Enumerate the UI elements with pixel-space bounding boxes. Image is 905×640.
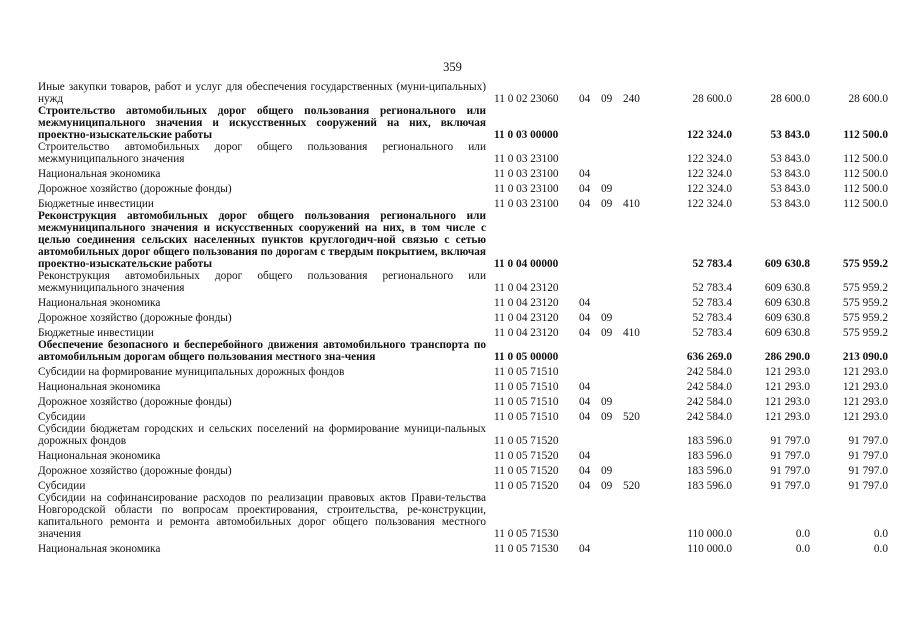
row-amount-year-3: 112 500.0 — [843, 183, 888, 195]
row-amount-year-2: 609 630.8 — [764, 327, 810, 339]
row-subsection-code — [601, 447, 623, 462]
row-name: Дорожное хозяйство (дорожные фонды) — [38, 465, 232, 477]
row-subsection-code — [601, 105, 623, 141]
row-amount-year-1: 52 783.4 — [692, 258, 732, 270]
table-row — [38, 324, 888, 339]
row-name: Субсидии — [38, 411, 86, 423]
row-expense-type — [623, 378, 649, 393]
row-section-code — [579, 210, 601, 270]
row-target-code: 11 0 05 71530 — [494, 528, 559, 540]
row-subsection-code: 09 — [601, 312, 613, 324]
row-expense-type — [623, 393, 649, 408]
table-row-section — [38, 105, 888, 141]
row-section-code — [579, 363, 601, 378]
row-amount-year-1: 110 000.0 — [687, 528, 732, 540]
row-subsection-code — [601, 423, 623, 447]
row-target-code: 11 0 05 00000 — [494, 351, 559, 363]
row-target-code: 11 0 05 71520 — [494, 480, 559, 492]
row-expense-type — [623, 540, 649, 555]
table-row — [38, 393, 888, 408]
row-expense-type: 520 — [623, 411, 640, 423]
row-amount-year-3: 28 600.0 — [848, 93, 888, 105]
row-name: Субсидии на формирование муниципальных дорожных фондов — [38, 366, 345, 378]
row-expense-type: 410 — [623, 198, 640, 210]
table-row — [38, 408, 888, 423]
table-row — [38, 447, 888, 462]
row-section-code — [579, 492, 601, 540]
row-expense-type — [623, 462, 649, 477]
row-target-code: 11 0 05 71510 — [494, 411, 559, 423]
row-amount-year-1: 183 596.0 — [686, 480, 732, 492]
row-subsection-code — [601, 378, 623, 393]
row-name: Строительство автомобильных дорог общего пользования регионального или межмуниципального значения — [38, 141, 486, 165]
row-amount-year-1: 52 783.4 — [692, 282, 732, 294]
row-amount-year-1: 242 584.0 — [686, 396, 732, 408]
row-amount-year-1: 110 000.0 — [687, 543, 732, 555]
row-amount-year-3: 112 500.0 — [843, 168, 888, 180]
row-expense-type: 520 — [623, 480, 640, 492]
row-name: Реконструкция автомобильных дорог общего пользования регионального или межмуниципального значения и искусственных сооружений на них, в том числе с целью соединения сельских населенных пунктов круглогодич-ной связью с сетью автомобильных дорог общего пользования по дорогам с твердым покрытием, включая проектно-изыскательские работы — [38, 210, 486, 270]
row-amount-year-1: 636 269.0 — [686, 351, 732, 363]
budget-table-body — [38, 81, 888, 555]
row-amount-year-1: 242 584.0 — [686, 411, 732, 423]
row-expense-type — [623, 141, 649, 165]
row-amount-year-3: 575 959.2 — [842, 282, 888, 294]
row-amount-year-2: 286 290.0 — [764, 351, 810, 363]
row-target-code: 11 0 03 23100 — [494, 183, 559, 195]
row-section-code: 04 — [579, 327, 591, 339]
row-section-code — [579, 141, 601, 165]
row-target-code: 11 0 04 23120 — [494, 297, 559, 309]
table-row — [38, 180, 888, 195]
row-amount-year-3: 575 959.2 — [842, 327, 888, 339]
row-amount-year-2: 53 843.0 — [770, 198, 810, 210]
row-subsection-code — [601, 165, 623, 180]
row-amount-year-2: 121 293.0 — [764, 366, 810, 378]
row-section-code — [579, 105, 601, 141]
row-amount-year-1: 183 596.0 — [686, 465, 732, 477]
row-section-code — [579, 339, 601, 363]
table-row — [38, 165, 888, 180]
row-expense-type — [623, 210, 649, 270]
row-amount-year-1: 28 600.0 — [692, 93, 732, 105]
table-row — [38, 270, 888, 294]
row-amount-year-1: 242 584.0 — [686, 381, 732, 393]
row-name: Национальная экономика — [38, 297, 161, 309]
row-amount-year-3: 112 500.0 — [843, 153, 888, 165]
row-amount-year-3: 0.0 — [873, 528, 888, 540]
row-amount-year-3: 121 293.0 — [842, 366, 888, 378]
row-expense-type: 410 — [623, 327, 640, 339]
row-amount-year-3: 121 293.0 — [842, 381, 888, 393]
row-name: Обеспечение безопасного и бесперебойного движения автомобильного транспорта по автомобильным дорогам общего пользования местного зна-чения — [38, 339, 486, 363]
row-amount-year-1: 122 324.0 — [686, 198, 732, 210]
row-target-code: 11 0 04 23120 — [494, 327, 559, 339]
row-amount-year-3: 91 797.0 — [848, 480, 888, 492]
table-row — [38, 540, 888, 555]
table-row — [38, 81, 888, 105]
row-section-code: 04 — [579, 198, 591, 210]
row-target-code: 11 0 05 71510 — [494, 381, 559, 393]
row-section-code: 04 — [579, 183, 591, 195]
row-section-code: 04 — [579, 312, 591, 324]
row-target-code: 11 0 05 71520 — [494, 435, 559, 447]
row-target-code: 11 0 05 71510 — [494, 396, 559, 408]
table-row — [38, 378, 888, 393]
table-row — [38, 294, 888, 309]
row-amount-year-2: 609 630.8 — [764, 297, 810, 309]
row-amount-year-3: 112 500.0 — [843, 198, 888, 210]
row-amount-year-1: 122 324.0 — [686, 129, 732, 141]
row-expense-type — [623, 180, 649, 195]
row-subsection-code — [601, 363, 623, 378]
row-subsection-code — [601, 339, 623, 363]
row-expense-type — [623, 339, 649, 363]
row-amount-year-1: 122 324.0 — [686, 153, 732, 165]
row-target-code: 11 0 05 71520 — [494, 450, 559, 462]
row-target-code: 11 0 03 23100 — [494, 168, 559, 180]
row-name: Дорожное хозяйство (дорожные фонды) — [38, 396, 232, 408]
row-subsection-code: 09 — [601, 327, 613, 339]
row-amount-year-2: 609 630.8 — [764, 258, 810, 270]
row-section-code: 04 — [579, 396, 591, 408]
row-section-code: 04 — [579, 543, 591, 555]
row-amount-year-3: 91 797.0 — [848, 465, 888, 477]
row-amount-year-3: 575 959.2 — [842, 258, 888, 270]
row-amount-year-1: 52 783.4 — [692, 312, 732, 324]
row-expense-type — [623, 270, 649, 294]
table-row — [38, 141, 888, 165]
row-amount-year-2: 91 797.0 — [770, 450, 810, 462]
row-section-code: 04 — [579, 297, 591, 309]
row-section-code: 04 — [579, 411, 591, 423]
row-subsection-code — [601, 141, 623, 165]
row-name: Субсидии на софинансирование расходов по реализации правовых актов Прави-тельства Новгородской области по вопросам проектирования, строительства, ре-конструкции, капитального ремонта и ремонта автомобильных дорог общего пользования местного значения — [38, 492, 486, 540]
row-amount-year-2: 0.0 — [795, 528, 810, 540]
budget-table — [38, 81, 888, 555]
row-subsection-code: 09 — [601, 465, 613, 477]
row-amount-year-2: 121 293.0 — [764, 381, 810, 393]
row-amount-year-1: 242 584.0 — [686, 366, 732, 378]
row-amount-year-2: 28 600.0 — [770, 93, 810, 105]
row-subsection-code: 09 — [601, 183, 613, 195]
row-amount-year-3: 91 797.0 — [848, 450, 888, 462]
table-row — [38, 363, 888, 378]
row-amount-year-2: 53 843.0 — [770, 168, 810, 180]
row-amount-year-1: 183 596.0 — [686, 435, 732, 447]
row-expense-type — [623, 294, 649, 309]
row-amount-year-2: 53 843.0 — [770, 129, 810, 141]
row-amount-year-1: 52 783.4 — [692, 297, 732, 309]
row-name: Дорожное хозяйство (дорожные фонды) — [38, 312, 232, 324]
row-target-code: 11 0 03 23100 — [494, 198, 559, 210]
table-row — [38, 423, 888, 447]
row-amount-year-1: 52 783.4 — [692, 327, 732, 339]
row-amount-year-2: 0.0 — [795, 543, 810, 555]
row-amount-year-2: 91 797.0 — [770, 465, 810, 477]
row-section-code: 04 — [579, 168, 591, 180]
row-section-code: 04 — [579, 93, 591, 105]
row-section-code: 04 — [579, 480, 591, 492]
row-name: Строительство автомобильных дорог общего пользования регионального или межмуниципального значения и искусственных сооружений на них, включая проектно-изыскательские работы — [38, 105, 486, 141]
row-amount-year-3: 121 293.0 — [842, 411, 888, 423]
table-row-section — [38, 339, 888, 363]
row-target-code: 11 0 05 71530 — [494, 543, 559, 555]
row-target-code: 11 0 04 23120 — [494, 282, 559, 294]
row-subsection-code: 09 — [601, 93, 613, 105]
row-name: Субсидии бюджетам городских и сельских поселений на формирование муници-пальных дорожных фондов — [38, 423, 486, 447]
row-amount-year-2: 609 630.8 — [764, 282, 810, 294]
row-target-code: 11 0 05 71510 — [494, 366, 559, 378]
row-amount-year-3: 575 959.2 — [842, 297, 888, 309]
row-amount-year-2: 53 843.0 — [770, 183, 810, 195]
row-subsection-code: 09 — [601, 411, 613, 423]
row-target-code: 11 0 03 00000 — [494, 129, 559, 141]
row-expense-type — [623, 105, 649, 141]
row-name: Дорожное хозяйство (дорожные фонды) — [38, 183, 232, 195]
row-name: Субсидии — [38, 480, 86, 492]
table-row — [38, 492, 888, 540]
row-subsection-code — [601, 294, 623, 309]
row-section-code: 04 — [579, 381, 591, 393]
row-name: Национальная экономика — [38, 381, 161, 393]
row-target-code: 11 0 05 71520 — [494, 465, 559, 477]
row-name: Национальная экономика — [38, 543, 161, 555]
row-name: Национальная экономика — [38, 450, 161, 462]
row-section-code: 04 — [579, 450, 591, 462]
row-subsection-code: 09 — [601, 198, 613, 210]
row-name: Бюджетные инвестиции — [38, 198, 154, 210]
row-amount-year-2: 91 797.0 — [770, 480, 810, 492]
row-subsection-code — [601, 492, 623, 540]
row-amount-year-2: 609 630.8 — [764, 312, 810, 324]
table-row — [38, 477, 888, 492]
row-target-code: 11 0 04 23120 — [494, 312, 559, 324]
row-name: Иные закупки товаров, работ и услуг для обеспечения государственных (муни-ципальных) нужд — [38, 81, 486, 105]
row-name: Бюджетные инвестиции — [38, 327, 154, 339]
row-amount-year-3: 0.0 — [873, 543, 888, 555]
row-amount-year-2: 91 797.0 — [770, 435, 810, 447]
row-section-code — [579, 270, 601, 294]
row-target-code: 11 0 02 23060 — [494, 93, 559, 105]
row-name: Реконструкция автомобильных дорог общего пользования регионального или межмуниципального значения — [38, 270, 486, 294]
row-expense-type: 240 — [623, 93, 640, 105]
row-expense-type — [623, 363, 649, 378]
row-amount-year-3: 91 797.0 — [848, 435, 888, 447]
row-amount-year-2: 121 293.0 — [764, 411, 810, 423]
row-amount-year-3: 213 090.0 — [842, 351, 888, 363]
row-target-code: 11 0 04 00000 — [494, 258, 559, 270]
row-expense-type — [623, 165, 649, 180]
row-target-code: 11 0 03 23100 — [494, 153, 559, 165]
page-number: 359 — [443, 60, 462, 74]
row-amount-year-2: 121 293.0 — [764, 396, 810, 408]
row-amount-year-3: 121 293.0 — [842, 396, 888, 408]
row-section-code: 04 — [579, 465, 591, 477]
table-row — [38, 309, 888, 324]
table-row — [38, 462, 888, 477]
row-expense-type — [623, 492, 649, 540]
row-amount-year-1: 122 324.0 — [686, 183, 732, 195]
row-expense-type — [623, 447, 649, 462]
row-expense-type — [623, 423, 649, 447]
row-subsection-code: 09 — [601, 396, 613, 408]
row-name: Национальная экономика — [38, 168, 161, 180]
table-row-section — [38, 210, 888, 270]
row-subsection-code: 09 — [601, 480, 613, 492]
row-amount-year-3: 112 500.0 — [843, 129, 888, 141]
row-subsection-code — [601, 210, 623, 270]
row-expense-type — [623, 309, 649, 324]
row-amount-year-1: 122 324.0 — [686, 168, 732, 180]
row-amount-year-1: 183 596.0 — [686, 450, 732, 462]
row-section-code — [579, 423, 601, 447]
row-subsection-code — [601, 540, 623, 555]
row-subsection-code — [601, 270, 623, 294]
row-amount-year-3: 575 959.2 — [842, 312, 888, 324]
row-amount-year-2: 53 843.0 — [770, 153, 810, 165]
table-row — [38, 195, 888, 210]
